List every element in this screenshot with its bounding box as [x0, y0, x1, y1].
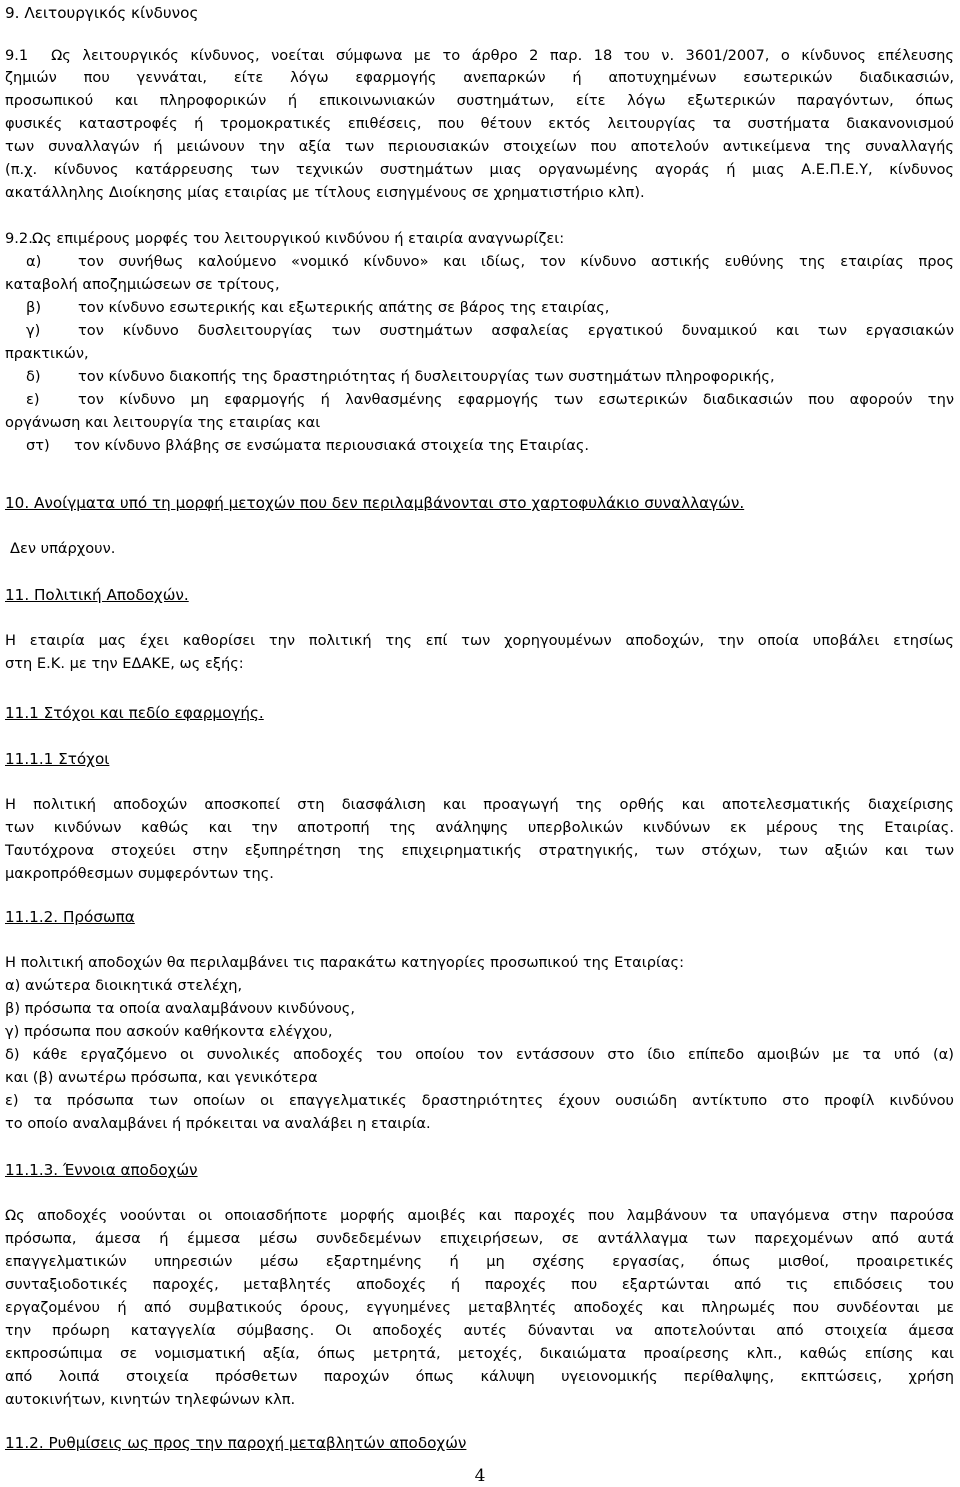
section-11-1-2-heading: 11.1.2. Πρόσωπα: [5, 908, 135, 926]
persons-item-d-line-2: και (β) ανωτέρω πρόσωπα, και γενικότερα: [5, 1069, 318, 1086]
section-9-2-intro: [5, 228, 954, 250]
section-9-1-line-6: (π.χ. κίνδυνος κατάρρευσης των τεχνικών συστημάτων μιας οργανωμένης αγοράς ή μιας Α.Ε.Π.Ε.Υ, κίνδυνος: [5, 161, 954, 178]
section-11-1-3-line-3: επαγγελματικών υπηρεσιών μέσω εξαρτημένης ή μη σχέσης εργασίας, όπως μισθοί, προαιρετικές: [5, 1253, 954, 1270]
section-11-1-3-line-5: εργαζομένου ή από συμβατικούς όρους, εγγυημένες μεταβλητές αποδοχές και πληρωμές που συνδέονται με: [5, 1299, 954, 1316]
section-10-heading: 10. Ανοίγματα υπό τη μορφή μετοχών που δεν περιλαμβάνονται στο χαρτοφυλάκιο συναλλαγών.: [5, 494, 745, 512]
section-11-line-1: Η εταιρία μας έχει καθορίσει την πολιτική της επί των χορηγουμένων αποδοχών, την οποία υποβάλει ετησίως: [5, 632, 954, 649]
section-9-1-line-3: προσωπικού και πληροφορικών ή επικοινωνιακών συστημάτων, είτε λόγω εξωτερικών παραγόντων, όπως: [5, 92, 954, 109]
section-9-1-number: 9.1: [5, 47, 29, 64]
persons-item-e-line-2: το οποίο αναλαμβάνει ή πρόκειται να αναλάβει η εταιρία.: [5, 1115, 431, 1132]
section-9-2-text: Ως επιμέρους μορφές του λειτουργικού κινδύνου ή εταιρία αναγνωρίζει:: [32, 230, 565, 247]
section-11-1-1-line-2: των κινδύνων καθώς και την αποτροπή της ανάληψης υπερβολικών κινδύνων εκ μέρους της Εταιρίας.: [5, 819, 954, 836]
persons-item-a: α) ανώτερα διοικητικά στελέχη,: [5, 977, 243, 994]
list-item-g-text: τον κίνδυνο δυσλειτουργίας των συστημάτων ασφαλείας εργατικού δυναμικού και των εργασιακών: [78, 322, 954, 339]
section-11-1-1-line-3: Ταυτόχρονα στοχεύει στην εξυπηρέτηση της επιχειρηματικής στρατηγικής, των στόχων, των αξιών και των: [5, 842, 954, 859]
section-11-1-1-heading: 11.1.1 Στόχοι: [5, 750, 110, 768]
section-11-1-3-line-9: αυτοκινήτων, κινητών τηλεφώνων κλπ.: [5, 1391, 296, 1408]
section-11-1-3-line-7: εκπροσώπιμα σε νομισματική αξία, όπως μετρητά, μετοχές, δικαιώματα προαίρεσης κλπ., καθώς επίσης και: [5, 1345, 954, 1362]
section-9-1-line-1: [5, 45, 954, 67]
list-item-g-line-2: πρακτικών,: [5, 345, 89, 362]
list-item-b: [26, 297, 954, 319]
persons-item-e-line-1: ε) τα πρόσωπα των οποίων οι επαγγελματικές δραστηριότητες έχουν ουσιώδη αντίκτυπο στο προφίλ κινδύνου: [5, 1092, 954, 1109]
list-item-e-line-1: [26, 389, 954, 411]
section-9-1-line-2: ζημιών που γεννάται, είτε λόγω εφαρμογής ανεπαρκών ή αποτυχημένων εσωτερικών διαδικασιών,: [5, 69, 954, 86]
section-11-heading: 11. Πολιτική Αποδοχών.: [5, 586, 189, 604]
section-11-line-2: στη Ε.Κ. με την ΕΔΑΚΕ, ως εξής:: [5, 655, 244, 672]
persons-item-b: β) πρόσωπα τα οποία αναλαμβάνουν κινδύνους,: [5, 1000, 356, 1017]
list-label-d: δ): [26, 368, 41, 385]
section-11-1-1-line-4: μακροπρόθεσμων συμφερόντων της.: [5, 865, 274, 882]
section-11-1-heading: 11.1 Στόχοι και πεδίο εφαρμογής.: [5, 704, 264, 722]
list-item-a-text: τον συνήθως καλούμενο «νομικό κίνδυνο» και ιδίως, τον κίνδυνο αστικής ευθύνης της εταιρίας προς: [78, 253, 954, 270]
list-item-a-line-2: καταβολή αποζημιώσεων σε τρίτους,: [5, 276, 280, 293]
persons-item-g: γ) πρόσωπα που ασκούν καθήκοντα ελέγχου,: [5, 1023, 333, 1040]
section-9-1-text: Ως λειτουργικός κίνδυνος, νοείται σύμφωνα με το άρθρο 2 παρ. 18 του ν. 3601/2007, ο κίνδυνος επέλευσης: [51, 47, 954, 64]
list-item-d: [26, 366, 954, 388]
section-10-text: Δεν υπάρχουν.: [10, 540, 116, 557]
list-item-d-text: τον κίνδυνο διακοπής της δραστηριότητας ή δυσλειτουργίας των συστημάτων πληροφορικής,: [78, 368, 775, 385]
list-item-st-text: τον κίνδυνο βλάβης σε ενσώματα περιουσιακά στοιχεία της Εταιρίας.: [74, 437, 590, 454]
section-11-1-3-line-4: συνταξιοδοτικές παροχές, μεταβλητές αποδοχές ή παροχές που εξαρτώνται από τις επιδόσεις του: [5, 1276, 954, 1293]
list-item-st: [26, 435, 954, 457]
list-item-e-text: τον κίνδυνο μη εφαρμογής ή λανθασμένης εφαρμογής των εσωτερικών διαδικασιών που αφορούν την: [78, 391, 954, 408]
section-11-1-3-line-2: πρόσωπα, άμεσα ή έμμεσα μέσω συνδεδεμένων επιχειρήσεων, σε αντάλλαγμα των παρεχομένων από αυτά: [5, 1230, 954, 1247]
list-item-a-line-1: [26, 251, 954, 273]
list-label-g: γ): [26, 322, 41, 339]
list-label-a: α): [26, 253, 42, 270]
list-item-e-line-2: οργάνωση και λειτουργία της εταιρίας και: [5, 414, 321, 431]
section-9-1-line-7: ακατάλληλης Διοίκησης μίας εταιρίας με τίτλους εισηγμένους σε χρηματιστήριο κλπ).: [5, 184, 645, 201]
section-11-1-3-heading: 11.1.3. Έννοια αποδοχών: [5, 1161, 198, 1179]
list-label-st: στ): [26, 437, 50, 454]
section-11-1-3-line-6: την πρόωρη καταγγελία σύμβασης. Οι αποδοχές αυτές δύνανται να αποτελούνται από στοιχεία άμεσα: [5, 1322, 954, 1339]
section-11-2-heading: 11.2. Ρυθμίσεις ως προς την παροχή μεταβλητών αποδοχών: [5, 1434, 467, 1452]
section-11-1-1-line-1: Η πολιτική αποδοχών αποσκοπεί στη διασφάλιση και προαγωγή της ορθής και αποτελεσματικής διαχείρισης: [5, 796, 954, 813]
list-label-b: β): [26, 299, 42, 316]
page-number: 4: [474, 1466, 486, 1486]
list-item-b-text: τον κίνδυνο εσωτερικής και εξωτερικής απάτης σε βάρος της εταιρίας,: [78, 299, 610, 316]
section-11-1-3-line-1: Ως αποδοχές νοούνται οι οποιασδήποτε μορφής αμοιβές και παροχές που λαμβάνουν τα υπαγόμενα στην παρούσα: [5, 1207, 954, 1224]
section-11-1-3-line-8: από λοιπά στοιχεία πρόσθετων παροχών όπως κάλυψη υγειονομικής περίθαλψης, εκπτώσεις, χρήση: [5, 1368, 954, 1385]
section-9-1-line-5: των συναλλαγών ή μειώνουν την αξία των περιουσιακών στοιχείων που αποτελούν αντικείμενα της συναλλαγής: [5, 138, 954, 155]
section-11-1-2-intro: Η πολιτική αποδοχών θα περιλαμβάνει τις παρακάτω κατηγορίες προσωπικού της Εταιρίας:: [5, 954, 685, 971]
section-9-2-number: 9.2.: [5, 230, 33, 247]
list-label-e: ε): [26, 391, 40, 408]
section-9-1-line-4: φυσικές καταστροφές ή τρομοκρατικές επιθέσεις, που θέτουν εκτός λειτουργίας τα συστήματα διακανονισμού: [5, 115, 954, 132]
list-item-g-line-1: [26, 320, 954, 342]
section-9-heading: 9. Λειτουργικός κίνδυνος: [5, 4, 199, 22]
persons-item-d-line-1: δ) κάθε εργαζόμενο οι συνολικές αποδοχές του οποίου τον εντάσσουν στο ίδιο επίπεδο αμοιβών με τα υπό (α): [5, 1046, 954, 1063]
